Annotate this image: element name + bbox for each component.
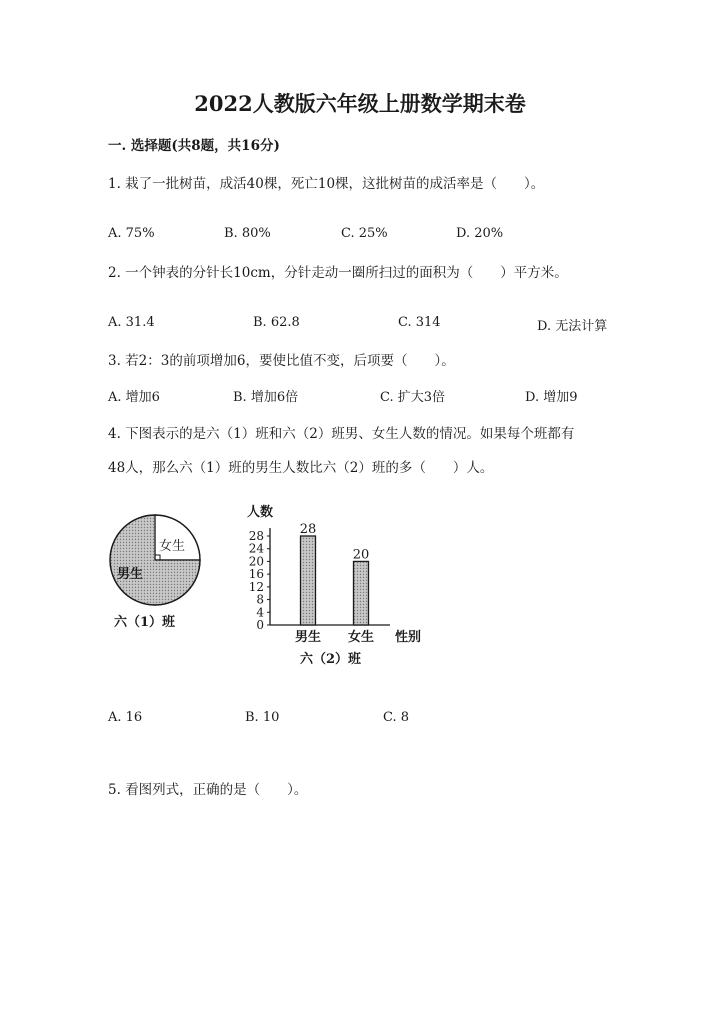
bar-girls	[354, 561, 369, 625]
question-4-line-1: 4. 下图表示的是六（1）班和六（2）班男、女生人数的情况。如果每个班都有	[108, 426, 575, 442]
bar-value-label: 20	[352, 547, 370, 563]
q3-option-a[interactable]: A. 增加6	[108, 390, 160, 405]
bar-value-label: 28	[299, 522, 317, 537]
q3-option-d[interactable]: D. 增加9	[525, 390, 578, 405]
question-1: 1. 栽了一批树苗，成活40棵，死亡10棵，这批树苗的成活率是（ ）。	[108, 176, 545, 192]
y-tick-label: 12	[248, 579, 264, 594]
q2-option-a[interactable]: A. 31.4	[108, 315, 155, 330]
q2-option-c[interactable]: C. 314	[398, 315, 441, 330]
y-tick-label: 24	[248, 541, 264, 556]
pie-label-boys: 男生	[117, 567, 144, 582]
y-tick-label: 16	[248, 567, 264, 582]
y-axis-label: 人数	[247, 505, 274, 520]
question-5: 5. 看图列式，正确的是（ ）。	[108, 782, 308, 798]
section-heading: 一. 选择题(共8题，共16分)	[108, 138, 280, 154]
question-2: 2. 一个钟表的分针长10cm，分针走动一圈所扫过的面积为（ ）平方米。	[108, 265, 568, 281]
q2-option-d[interactable]: D. 无法计算	[537, 319, 608, 334]
q2-option-b[interactable]: B. 62.8	[253, 315, 300, 330]
q4-option-a[interactable]: A. 16	[108, 710, 143, 725]
q1-option-b[interactable]: B. 80%	[224, 226, 271, 241]
bar-boys	[301, 536, 316, 625]
pie-chart-class-1	[104, 508, 214, 638]
q1-option-d[interactable]: D. 20%	[456, 226, 504, 241]
question-3: 3. 若2：3的前项增加6，要使比值不变，后项要（ ）。	[108, 353, 455, 369]
y-tick-label: 28	[248, 529, 264, 543]
y-tick-label: 4	[256, 605, 264, 620]
q3-option-c[interactable]: C. 扩大3倍	[380, 390, 446, 405]
pie-label-girls: 女生	[159, 539, 186, 554]
question-4-line-2: 48人，那么六（1）班的男生人数比六（2）班的多（ ）人。	[108, 460, 494, 476]
x-category-label: 男生	[294, 630, 322, 645]
pie-caption: 六（1）班	[114, 615, 176, 630]
y-tick-label: 20	[248, 554, 264, 569]
q1-option-a[interactable]: A. 75%	[108, 226, 155, 241]
q1-option-c[interactable]: C. 25%	[341, 226, 388, 241]
page-title: 2022人教版六年级上册数学期末卷	[194, 91, 526, 116]
bar-chart-class-2	[230, 498, 440, 676]
bar-chart-title: 六（2）班	[300, 652, 362, 667]
q4-option-b[interactable]: B. 10	[245, 710, 280, 725]
y-tick-label: 8	[256, 592, 264, 607]
x-category-label: 女生	[347, 630, 375, 645]
y-tick-label: 0	[256, 618, 264, 632]
x-axis-label: 性别	[395, 630, 422, 645]
q3-option-b[interactable]: B. 增加6倍	[233, 390, 299, 405]
q4-option-c[interactable]: C. 8	[383, 710, 410, 725]
